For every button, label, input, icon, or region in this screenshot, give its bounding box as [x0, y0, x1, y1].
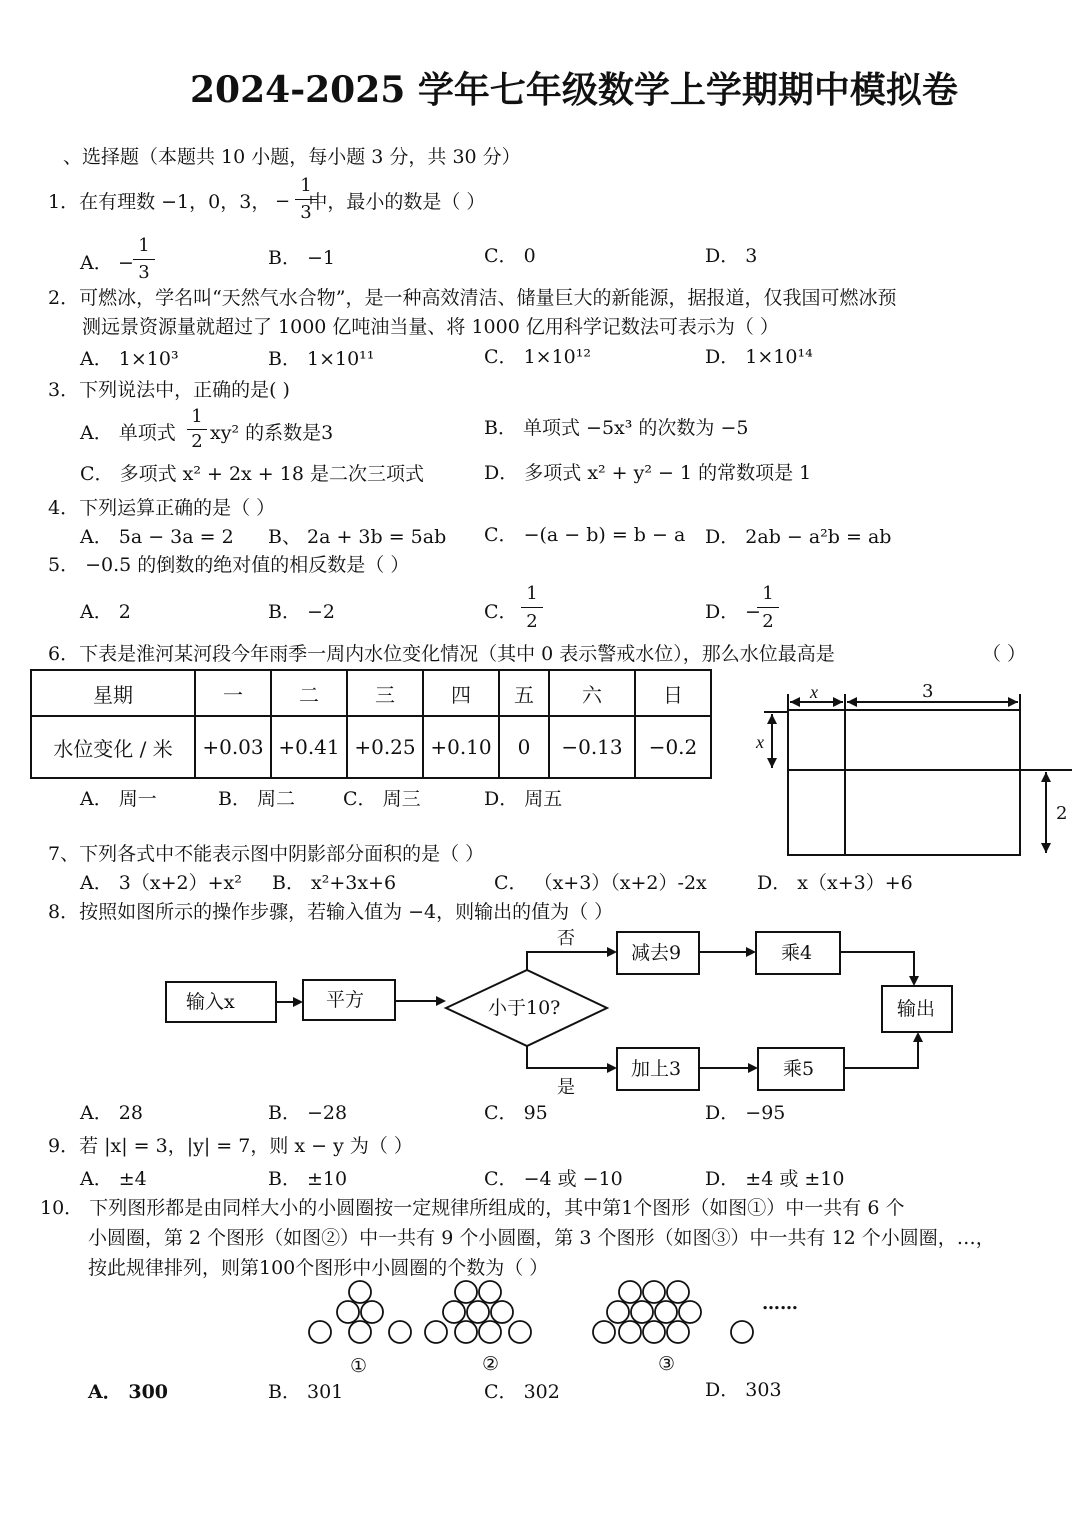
- fig7-label-2: 2: [1056, 803, 1068, 824]
- q1-stem: 1．在有理数 −1，0，3， 中，最小的数是（ ）: [48, 191, 486, 213]
- q5-optB: B． −2: [268, 601, 336, 623]
- q10-optA: A． 300: [88, 1381, 169, 1403]
- table-cell: −0.2: [635, 716, 711, 778]
- q4-optA: A． 5a − 3a = 2: [80, 526, 234, 548]
- q2-line2: 测远景资源量就超过了 1000 亿吨油当量、将 1000 亿用科学记数法可表示为（ ）: [82, 316, 779, 338]
- table-header-cell: 日: [635, 670, 711, 716]
- q5-optD-den: 2: [762, 611, 774, 632]
- q5-optC-label: C．: [484, 601, 518, 623]
- circle: [455, 1281, 477, 1303]
- circle: [607, 1301, 629, 1323]
- table-cell: −0.13: [549, 716, 635, 778]
- q1-optA-num: 1: [138, 235, 150, 256]
- q5-optC-den: 2: [526, 611, 538, 632]
- circle: [655, 1301, 677, 1323]
- circle: [309, 1321, 331, 1343]
- flow-sub9-label: 减去9: [631, 942, 682, 964]
- q3-optA-rest: xy² 的系数是3: [210, 422, 334, 444]
- circle: [679, 1301, 701, 1323]
- table-cell: +0.03: [195, 716, 271, 778]
- table-cell: 0: [499, 716, 549, 778]
- q10-line1: 10． 下列图形都是由同样大小的小圆圈按一定规律所组成的，其中第1个图形（如图①）中一共有 6 个: [40, 1197, 905, 1219]
- q10-line2: 小圆圈，第 2 个图形（如图②）中一共有 9 个小圆圈，第 3 个图形（如图③）中一共有 12 个小圆圈，…，: [88, 1227, 995, 1249]
- q7-optA: A． 3（x+2）+x²: [80, 872, 242, 894]
- q2-optD: D． 1×10¹⁴: [705, 346, 813, 368]
- table-header-cell: 三: [347, 670, 423, 716]
- q1-frac-num: 1: [300, 175, 312, 196]
- table-header-cell: 星期: [31, 670, 195, 716]
- table-row-label: 水位变化 / 米: [31, 716, 195, 778]
- table-header-cell: 四: [423, 670, 499, 716]
- table-header-cell: 二: [271, 670, 347, 716]
- q6-optD: D． 周五: [484, 788, 563, 810]
- q9-stem: 9．若 |x| = 3，|y| = 7，则 x − y 为（ ）: [48, 1135, 413, 1157]
- q7-stem: 7、下列各式中不能表示图中阴影部分面积的是（ ）: [48, 843, 485, 865]
- q8-optB: B． −28: [268, 1102, 348, 1124]
- q1-optD: D． 3: [705, 245, 758, 267]
- q5-optD-sign: −: [745, 601, 761, 623]
- circle: [509, 1321, 531, 1343]
- circle: [467, 1301, 489, 1323]
- flow-yes-label: 是: [557, 1077, 575, 1098]
- circle: [619, 1321, 641, 1343]
- q3-optD: D． 多项式 x² + y² − 1 的常数项是 1: [484, 462, 812, 484]
- circle: [479, 1321, 501, 1343]
- q5-optC-num: 1: [526, 583, 538, 604]
- q5-optC-bar: [521, 607, 543, 608]
- q5-optD-num: 1: [762, 583, 774, 604]
- q10-optC: C． 302: [484, 1381, 560, 1403]
- table-cell: +0.41: [271, 716, 347, 778]
- q1-optB: B． −1: [268, 247, 336, 269]
- q10-optD: D． 303: [705, 1379, 782, 1401]
- flow-no-label: 否: [557, 928, 575, 949]
- q10-fig-label-1: ①: [350, 1355, 368, 1377]
- flow-square-label: 平方: [326, 989, 365, 1011]
- q2-line1: 2．可燃冰，学名叫“天然气水合物”，是一种高效清洁、储量巨大的新能源，据报道，仅我国可燃冰预: [48, 287, 897, 309]
- circle: [631, 1301, 653, 1323]
- circle: [667, 1321, 689, 1343]
- q9-optC: C． −4 或 −10: [484, 1168, 623, 1190]
- q2-optC: C． 1×10¹²: [484, 346, 591, 368]
- outer-rectangle: [788, 710, 1020, 855]
- q8-optC: C． 95: [484, 1102, 548, 1124]
- table-cell: +0.10: [423, 716, 499, 778]
- table-header-cell: 五: [499, 670, 549, 716]
- q8-stem: 8．按照如图所示的操作步骤，若输入值为 −4，则输出的值为（ ）: [48, 901, 614, 923]
- q6-paren: （ ）: [982, 643, 1027, 665]
- circle: [667, 1281, 689, 1303]
- q4-optC: C． −(a − b) = b − a: [484, 524, 686, 546]
- q4-stem: 4．下列运算正确的是（ ）: [48, 497, 276, 519]
- q5-optA: A． 2: [80, 601, 131, 623]
- q9-optA: A． ±4: [80, 1168, 147, 1190]
- circle: [619, 1281, 641, 1303]
- flow-add3-label: 加上3: [631, 1058, 682, 1080]
- q10-fig-label-2: ②: [482, 1353, 500, 1375]
- circle: [425, 1321, 447, 1343]
- q3-stem: 3．下列说法中，正确的是( ): [48, 379, 290, 401]
- circle: [361, 1301, 383, 1323]
- q8-optA: A． 28: [80, 1102, 143, 1124]
- q5-stem: 5． −0.5 的倒数的绝对值的相反数是（ ）: [48, 554, 410, 576]
- table-cell: +0.25: [347, 716, 423, 778]
- q3-optA-den: 2: [191, 431, 203, 452]
- circle: [643, 1281, 665, 1303]
- table-header-cell: 六: [549, 670, 635, 716]
- flow-mul4-label: 乘4: [781, 942, 813, 964]
- q1-optA-bar: [133, 259, 155, 260]
- q3-optB: B． 单项式 −5x³ 的次数为 −5: [484, 417, 749, 439]
- q3-optA-label: A． 单项式: [80, 422, 176, 444]
- page-title: 2024-2025 学年七年级数学上学期期中模拟卷: [190, 69, 958, 111]
- q8-optD: D． −95: [705, 1102, 786, 1124]
- q3-optA-num: 1: [191, 406, 203, 427]
- fig7-label-x-left: x: [756, 732, 764, 752]
- circle: [349, 1321, 371, 1343]
- q1-frac-sign: −: [275, 191, 291, 212]
- q2-optA: A． 1×10³: [80, 348, 179, 370]
- fig7-label-x-top: x: [810, 682, 818, 702]
- q1-optA-label: A．: [80, 252, 113, 274]
- flow-output-label: 输出: [897, 998, 936, 1020]
- q1-optA-den: 3: [138, 262, 150, 283]
- q6-stem: 6．下表是淮河某河段今年雨季一周内水位变化情况（其中 0 表示警戒水位），那么水位最高是: [48, 643, 835, 665]
- q1-optA-sign: −: [118, 252, 134, 274]
- circle: [593, 1321, 615, 1343]
- table-row: [31, 716, 711, 778]
- q10-fig-label-3: ③: [658, 1353, 676, 1375]
- flow-input-label: 输入x: [186, 991, 235, 1013]
- q7-optC: C． （x+3）（x+2）-2x: [494, 872, 707, 894]
- q1-optC: C． 0: [484, 245, 536, 267]
- q6-optB: B． 周二: [218, 788, 296, 810]
- circle: [491, 1301, 513, 1323]
- circle: [731, 1321, 753, 1343]
- circle: [643, 1321, 665, 1343]
- circle: [455, 1321, 477, 1343]
- q5-optD-label: D．: [705, 601, 740, 623]
- q2-optB: B． 1×10¹¹: [268, 348, 375, 370]
- circle: [443, 1301, 465, 1323]
- q1-frac-bar: [295, 199, 317, 200]
- fig7-label-3: 3: [922, 681, 934, 702]
- section-heading: 、选择题（本题共 10 小题，每小题 3 分，共 30 分）: [63, 146, 521, 168]
- q10-optB: B． 301: [268, 1381, 344, 1403]
- q1-frac-den: 3: [300, 202, 312, 223]
- circle: [389, 1321, 411, 1343]
- table-header-row: [31, 670, 711, 716]
- q6-optA: A． 周一: [80, 788, 157, 810]
- q9-optD: D． ±4 或 ±10: [705, 1168, 845, 1190]
- q10-line3: 按此规律排列，则第100个图形中小圆圈的个数为（ ）: [88, 1257, 549, 1279]
- flow-mul5-label: 乘5: [783, 1058, 815, 1080]
- circle: [349, 1281, 371, 1303]
- flow-decision-label: 小于10?: [488, 997, 561, 1019]
- q10-ellipsis: ……: [762, 1293, 798, 1314]
- circle: [337, 1301, 359, 1323]
- q5-optD-bar: [757, 607, 779, 608]
- q4-optD: D． 2ab − a²b = ab: [705, 526, 892, 548]
- q4-optB: B、 2a + 3b = 5ab: [268, 526, 447, 548]
- q3-optA-bar: [187, 429, 207, 430]
- table-header-cell: 一: [195, 670, 271, 716]
- circle: [479, 1281, 501, 1303]
- q6-optC: C． 周三: [343, 788, 421, 810]
- water-level-table: [30, 669, 712, 779]
- q9-optB: B． ±10: [268, 1168, 348, 1190]
- q7-optB: B． x²+3x+6: [272, 872, 397, 894]
- q7-optD: D． x（x+3）+6: [757, 872, 913, 894]
- q3-optC: C． 多项式 x² + 2x + 18 是二次三项式: [80, 463, 424, 485]
